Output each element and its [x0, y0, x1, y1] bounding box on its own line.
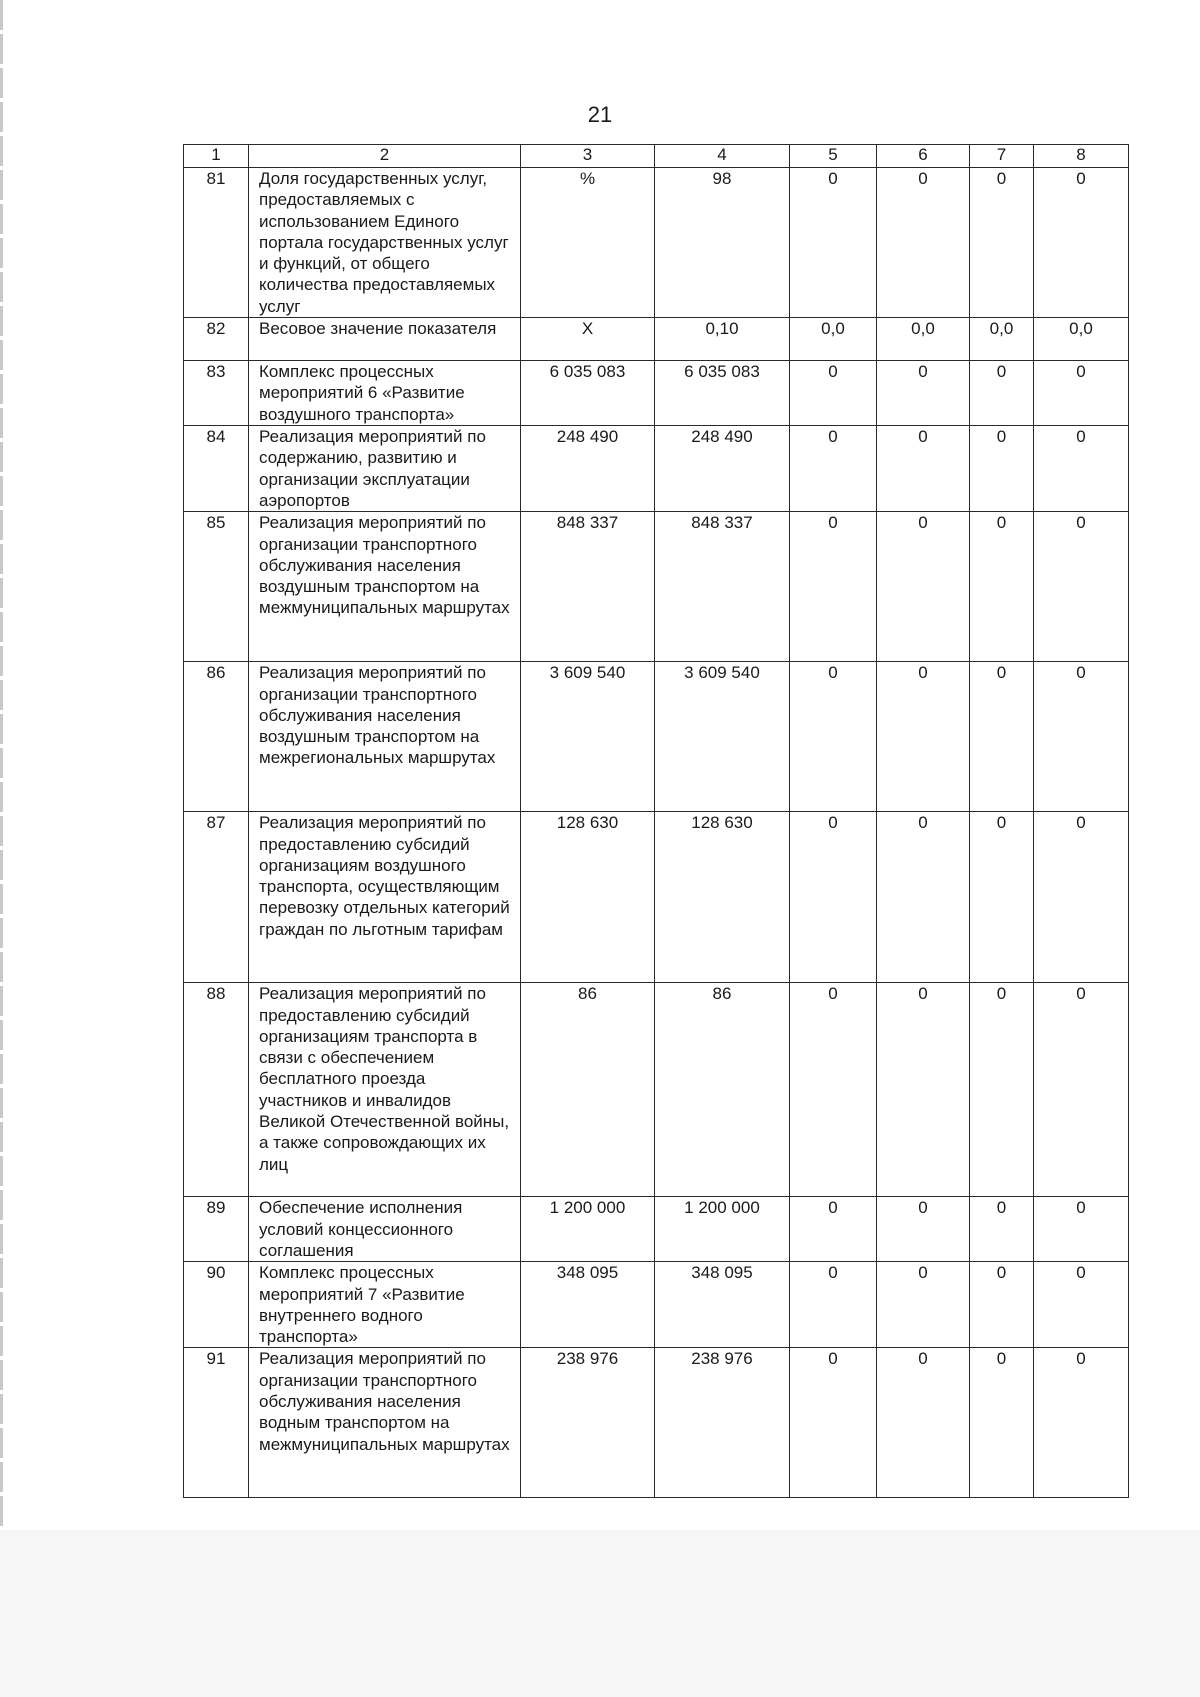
value-cell-3: 6 035 083	[521, 361, 655, 426]
table-row	[184, 426, 1129, 512]
row-name-cell: Реализация мероприятий по содержанию, развитию и организации эксплуатации аэропортов	[249, 426, 521, 512]
row-name-cell: Реализация мероприятий по предоставлению субсидий организациям транспорта в связи с обеспечением бесплатного проезда участников и инвалидов Великой Отечественной войны, а также сопровождающих их лиц	[249, 983, 521, 1197]
value-cell-7: 0	[970, 812, 1034, 983]
row-name-cell: Комплекс процессных мероприятий 6 «Развитие воздушного транспорта»	[249, 361, 521, 426]
value-cell-4: 98	[655, 168, 790, 318]
value-cell-7: 0	[970, 426, 1034, 512]
table-row	[184, 168, 1129, 318]
table-row	[184, 983, 1129, 1197]
value-cell-8: 0	[1034, 512, 1129, 662]
value-cell-8: 0,0	[1034, 318, 1129, 361]
value-cell-4: 1 200 000	[655, 1197, 790, 1262]
value-cell-7: 0	[970, 512, 1034, 662]
value-cell-3: 848 337	[521, 512, 655, 662]
page-number: 21	[587, 102, 613, 127]
value-cell-7: 0	[970, 1197, 1034, 1262]
scan-bottom-area	[0, 1530, 1200, 1697]
value-cell-3: 348 095	[521, 1262, 655, 1348]
scan-edge	[0, 0, 3, 1697]
value-cell-4: 3 609 540	[655, 662, 790, 812]
table-row	[184, 1197, 1129, 1262]
value-cell-7: 0	[970, 1262, 1034, 1348]
table-header-row	[184, 145, 1129, 168]
value-cell-4: 0,10	[655, 318, 790, 361]
value-cell-5: 0	[790, 361, 877, 426]
value-cell-8: 0	[1034, 168, 1129, 318]
row-name-cell: Реализация мероприятий по предоставлению субсидий организациям воздушного транспорта, осуществляющим перевозку отдельных категорий граждан по льготным тарифам	[249, 812, 521, 983]
value-cell-3: 1 200 000	[521, 1197, 655, 1262]
row-number-cell: 81	[184, 168, 249, 318]
value-cell-6: 0	[877, 983, 970, 1197]
value-cell-3: 238 976	[521, 1348, 655, 1498]
value-cell-7: 0	[970, 983, 1034, 1197]
row-number-cell: 90	[184, 1262, 249, 1348]
table-row	[184, 361, 1129, 426]
column-header: 3	[521, 145, 655, 168]
value-cell-3: 128 630	[521, 812, 655, 983]
value-cell-6: 0	[877, 512, 970, 662]
value-cell-5: 0	[790, 983, 877, 1197]
value-cell-8: 0	[1034, 361, 1129, 426]
table-row	[184, 1348, 1129, 1498]
value-cell-7: 0,0	[970, 318, 1034, 361]
value-cell-3: 86	[521, 983, 655, 1197]
column-header: 1	[184, 145, 249, 168]
row-name-cell: Обеспечение исполнения условий концессионного соглашения	[249, 1197, 521, 1262]
value-cell-6: 0	[877, 426, 970, 512]
row-number-cell: 82	[184, 318, 249, 361]
column-header: 6	[877, 145, 970, 168]
value-cell-7: 0	[970, 168, 1034, 318]
value-cell-7: 0	[970, 662, 1034, 812]
value-cell-6: 0,0	[877, 318, 970, 361]
row-number-cell: 91	[184, 1348, 249, 1498]
value-cell-3: 3 609 540	[521, 662, 655, 812]
row-number-cell: 84	[184, 426, 249, 512]
value-cell-8: 0	[1034, 1197, 1129, 1262]
value-cell-5: 0	[790, 1348, 877, 1498]
value-cell-7: 0	[970, 361, 1034, 426]
value-cell-6: 0	[877, 168, 970, 318]
value-cell-5: 0	[790, 1262, 877, 1348]
column-header: 8	[1034, 145, 1129, 168]
value-cell-5: 0	[790, 812, 877, 983]
row-name-cell: Доля государственных услуг, предоставляемых с использованием Единого портала государственных услуг и функций, от общего количества предоставляемых услуг	[249, 168, 521, 318]
value-cell-4: 348 095	[655, 1262, 790, 1348]
value-cell-4: 848 337	[655, 512, 790, 662]
row-name-cell: Реализация мероприятий по организации транспортного обслуживания населения воздушным транспортом на межрегиональных маршрутах	[249, 662, 521, 812]
row-number-cell: 89	[184, 1197, 249, 1262]
value-cell-6: 0	[877, 1197, 970, 1262]
value-cell-6: 0	[877, 1262, 970, 1348]
value-cell-7: 0	[970, 1348, 1034, 1498]
table-row	[184, 512, 1129, 662]
column-header: 5	[790, 145, 877, 168]
value-cell-5: 0	[790, 168, 877, 318]
value-cell-8: 0	[1034, 1348, 1129, 1498]
value-cell-6: 0	[877, 812, 970, 983]
row-name-cell: Весовое значение показателя	[249, 318, 521, 361]
value-cell-8: 0	[1034, 983, 1129, 1197]
table-row	[184, 1262, 1129, 1348]
row-number-cell: 88	[184, 983, 249, 1197]
value-cell-4: 6 035 083	[655, 361, 790, 426]
value-cell-4: 128 630	[655, 812, 790, 983]
value-cell-8: 0	[1034, 812, 1129, 983]
value-cell-3: %	[521, 168, 655, 318]
value-cell-3: 248 490	[521, 426, 655, 512]
value-cell-5: 0,0	[790, 318, 877, 361]
row-number-cell: 86	[184, 662, 249, 812]
value-cell-5: 0	[790, 426, 877, 512]
table-row	[184, 318, 1129, 361]
value-cell-5: 0	[790, 512, 877, 662]
table-row	[184, 812, 1129, 983]
row-name-cell: Реализация мероприятий по организации транспортного обслуживания населения воздушным транспортом на межмуниципальных маршрутах	[249, 512, 521, 662]
value-cell-6: 0	[877, 662, 970, 812]
column-header: 7	[970, 145, 1034, 168]
value-cell-5: 0	[790, 1197, 877, 1262]
row-name-cell: Комплекс процессных мероприятий 7 «Развитие внутреннего водного транспорта»	[249, 1262, 521, 1348]
value-cell-3: Х	[521, 318, 655, 361]
value-cell-8: 0	[1034, 662, 1129, 812]
value-cell-6: 0	[877, 361, 970, 426]
value-cell-4: 86	[655, 983, 790, 1197]
row-number-cell: 87	[184, 812, 249, 983]
column-header: 2	[249, 145, 521, 168]
table-row	[184, 662, 1129, 812]
row-number-cell: 83	[184, 361, 249, 426]
row-number-cell: 85	[184, 512, 249, 662]
row-name-cell: Реализация мероприятий по организации транспортного обслуживания населения водным транспортом на межмуниципальных маршрутах	[249, 1348, 521, 1498]
value-cell-8: 0	[1034, 426, 1129, 512]
value-cell-4: 248 490	[655, 426, 790, 512]
value-cell-6: 0	[877, 1348, 970, 1498]
value-cell-5: 0	[790, 662, 877, 812]
value-cell-4: 238 976	[655, 1348, 790, 1498]
data-table	[183, 144, 1129, 1498]
column-header: 4	[655, 145, 790, 168]
value-cell-8: 0	[1034, 1262, 1129, 1348]
